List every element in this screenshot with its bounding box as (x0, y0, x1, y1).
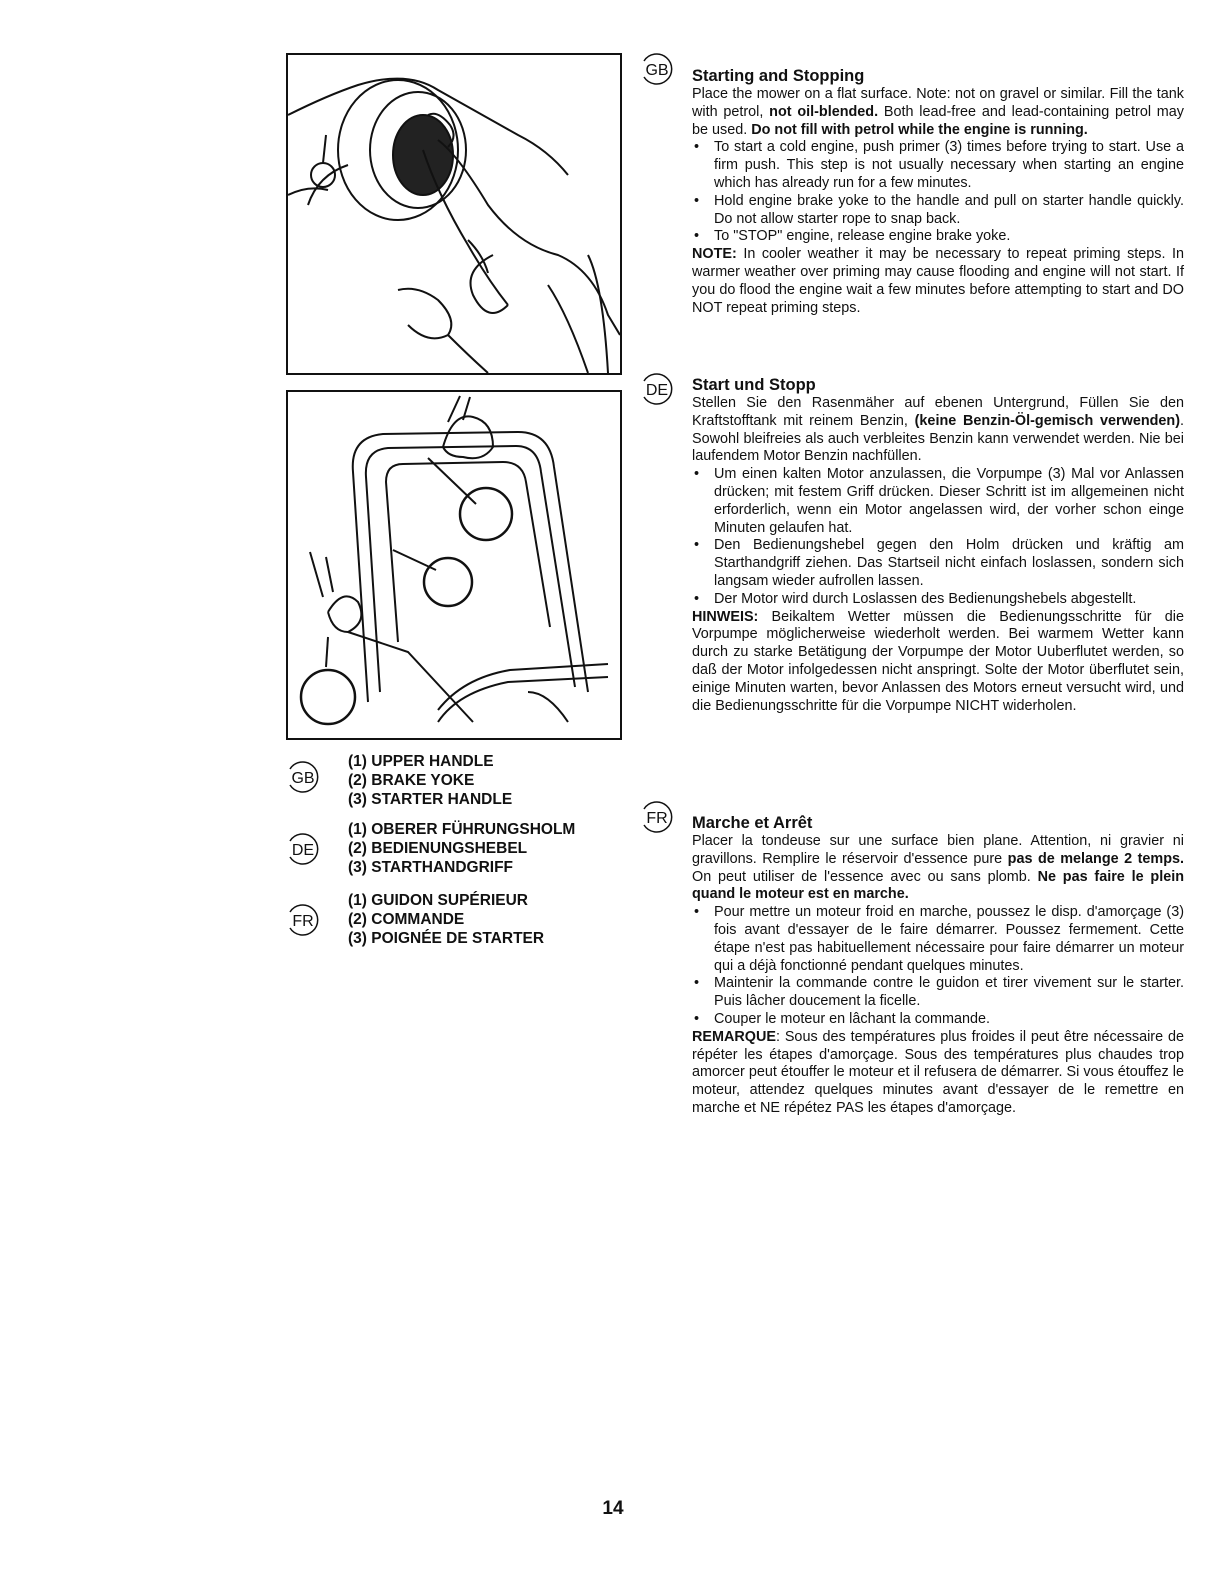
legend-item: (1) OBERER FÜHRUNGSHOLM (348, 821, 576, 838)
primer-illustration (286, 53, 622, 375)
legend-item: (1) UPPER HANDLE (348, 753, 494, 770)
note: NOTE: In cooler weather it may be necessary to repeat priming steps. In warmer weather over priming may cause flooding and engine will not start. If you do flood the engine wait a few minutes before attempting to start and DO NOT repeat priming steps. (692, 246, 1184, 316)
section-fr (692, 813, 1184, 1118)
legend-item: (3) STARTER HANDLE (348, 791, 513, 808)
section-intro: Placer la tondeuse sur une surface bien plane. Attention, ni gravier ni gravillons. Remplire le réservoir d'essence pure pas de melange 2 temps. On peut utiliser de l'essence avec ou sans plomb. Ne pas faire le plein quand le moteur est en marche. (692, 833, 1184, 903)
callout-3-circle (301, 670, 355, 724)
page-number: 14 (602, 1498, 624, 1519)
section-title: Start und Stopp (692, 376, 816, 394)
section-title: Marche et Arrêt (692, 814, 813, 832)
section-intro: Place the mower on a flat surface. Note: not on gravel or similar. Fill the tank with petrol, not oil-blended. Both lead-free and lead-containing petrol may be used. Do not fill with petrol while the engine is running. (692, 86, 1184, 138)
list-item: • Pour mettre un moteur froid en marche, poussez le disp. d'amorçage (3) fois avant d'essayer de le faire démarrer. Poussez fermement. Cette étape n'est pas habituellement nécessaire pour faire démarrer un moteur qui a déjà fonctionné pendant quelques minutes. (692, 904, 1184, 975)
callout-2-circle (460, 488, 512, 540)
section-title: Starting and Stopping (692, 67, 865, 85)
instruction-list (692, 139, 1184, 246)
svg-text:FR: FR (292, 913, 314, 930)
de-flag-icon (640, 372, 674, 406)
svg-text:GB: GB (291, 770, 315, 787)
de-flag-icon (286, 832, 320, 866)
instruction-list (692, 466, 1184, 608)
legend-item: (1) GUIDON SUPÉRIEUR (348, 892, 528, 909)
list-item: • Den Bedienungshebel gegen den Holm drücken und kräftig am Starthandgriff ziehen. Das Startseil nicht einfach loslassen, sondern sich langsam wieder aufrollen lassen. (692, 537, 1184, 590)
callout-1-circle (424, 558, 472, 606)
fr-flag-icon (286, 903, 320, 937)
legend-fr (348, 891, 618, 948)
legend-item: (2) BRAKE YOKE (348, 772, 475, 789)
svg-text:FR: FR (646, 810, 668, 827)
section-intro: Stellen Sie den Rasenmäher auf ebenen Untergrund, Füllen Sie den Kraftstofftank mit reinem Benzin, (keine Benzin-Öl-gemisch verwenden). Sowohl bleifreies als auch verbleites Benzin kann verwendet werden. Nie bei laufendem Motor Benzin nachfüllen. (692, 395, 1185, 465)
gb-flag-icon (286, 760, 320, 794)
list-item: • Der Motor wird durch Loslassen des Bedienungshebels abgestellt. (692, 591, 1184, 609)
handle-assembly-icon (288, 392, 620, 738)
legend-item: (3) POIGNÉE DE STARTER (348, 930, 545, 947)
list-item: • Couper le moteur en lâchant la commande. (692, 1011, 1184, 1029)
section-gb (692, 66, 1184, 317)
legend-de (348, 820, 618, 877)
legend-item: (3) STARTHANDGRIFF (348, 859, 514, 876)
section-de (692, 375, 1184, 715)
list-item: • Hold engine brake yoke to the handle and pull on starter handle quickly. Do not allow starter rope to snap back. (692, 193, 1184, 229)
legend-gb (348, 752, 618, 809)
fr-flag-icon (640, 800, 674, 834)
note: HINWEIS: Beikaltem Wetter müssen die Bedienungsschritte für die Vorpumpe möglicherweise wiederholt werden. Bei warmem Wetter kann durch zu starke Betätigung der Vorpumpe der Motor Uuberflutet werden, so daß der Motor infolgedessen nicht anspringt. Solte der Motor überflutet sein, einige Minuten warten, bevor Anlassen des Motors erneut versucht wird, und die Bedienungsschritte für die Vorpumpe NICHT widerholen. (692, 608, 1184, 714)
svg-text:DE: DE (291, 842, 315, 859)
svg-text:GB: GB (645, 62, 669, 79)
list-item: • To "STOP" engine, release engine brake yoke. (692, 228, 1184, 246)
legend-item: (2) COMMANDE (348, 911, 465, 928)
instruction-list (692, 904, 1184, 1029)
legend-item: (2) BEDIENUNGSHEBEL (348, 840, 528, 857)
handle-illustration (286, 390, 622, 740)
list-item: • Maintenir la commande contre le guidon et tirer vivement sur le starter. Puis lâcher doucement la ficelle. (692, 975, 1184, 1011)
svg-text:DE: DE (645, 382, 669, 399)
list-item: • To start a cold engine, push primer (3) times before trying to start. Use a firm push. This step is not usually necessary when starting an engine which has already run for a few minutes. (692, 139, 1184, 192)
gb-flag-icon (640, 52, 674, 86)
primer-button-illustration-icon (288, 55, 620, 373)
note: REMARQUE: Sous des températures plus froides il peut être nécessaire de répéter les étapes d'amorçage. Sous des températures plus chaudes trop amorcer peut étouffer le moteur et il refusera de démarrer. Si vous étouffez le moteur, attendez quelques minutes avant d'essayer de le remettre en marche et NE répétez PAS les étapes d'amorçage. (692, 1028, 1184, 1116)
list-item: • Um einen kalten Motor anzulassen, die Vorpumpe (3) Mal vor Anlassen drücken; mit festem Griff drücken. Dieser Schritt ist im allgemeinen nicht erforderlich, wenn ein Motor angelassen wird, der vorher schon einge Minuten gelaufen hat. (692, 466, 1184, 537)
